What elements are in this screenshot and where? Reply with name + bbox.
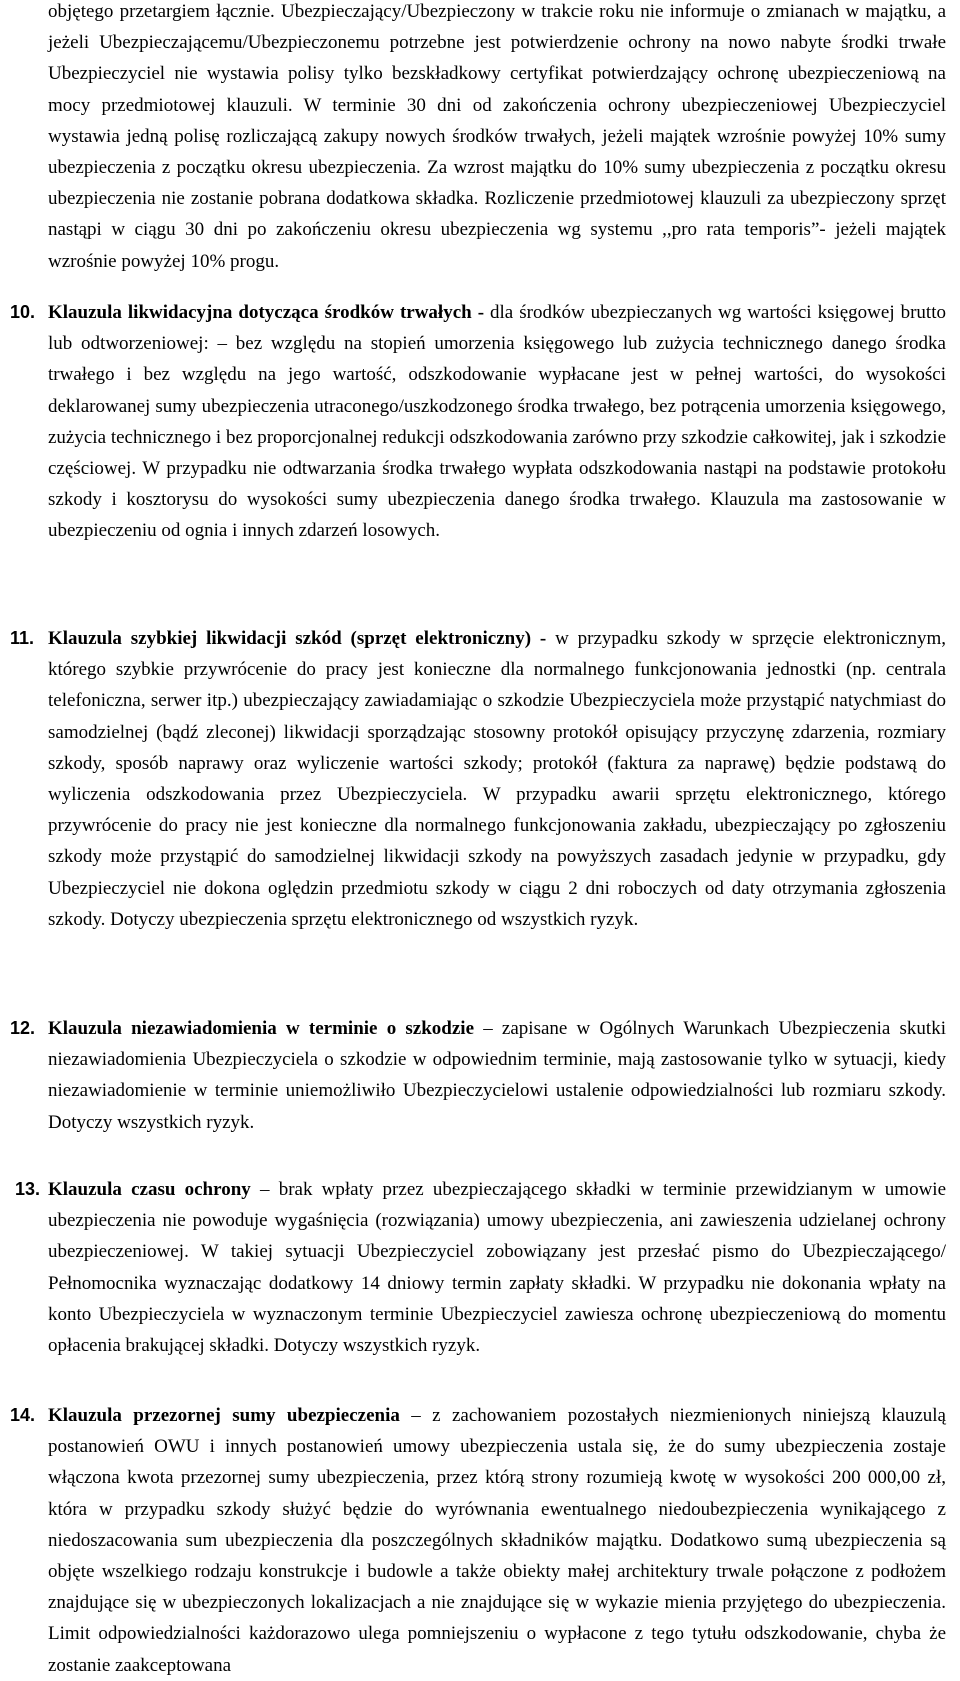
clause-10 <box>48 297 946 547</box>
clause-14 <box>48 1400 946 1681</box>
intro-paragraph: objętego przetargiem łącznie. Ubezpieczający/Ubezpieczony w trakcie roku nie informuje o zmianach w majątku, a jeżeli Ubezpieczającemu/Ubezpieczonemu potrzebne jest potwierdzenie ochrony na nowo nabyte środki trwałe Ubezpieczyciel nie wystawia polisy tylko bezskładkowy certyfikat potwierdzający ochronę ubezpieczeniową na mocy przedmiotowej klauzuli. W terminie 30 dni od zakończenia ochrony ubezpieczeniowej Ubezpieczyciel wystawia jedną polisę rozliczającą zakupy nowych środków trwałych, jeżeli majątek wzrośnie powyżej 10% sumy ubezpieczenia z początku okresu ubezpieczenia. Za wzrost majątku do 10% sumy ubezpieczenia z początku okresu ubezpieczenia nie zostanie pobrana dodatkowa składka. Rozliczenie przedmiotowej klauzuli za ubezpieczony sprzęt nastąpi w ciągu 30 dni po zakończeniu okresu ubezpieczenia wg systemu ,,pro rata temporis”- jeżeli majątek wzrośnie powyżej 10% progu. <box>48 1 946 272</box>
clause-11-heading: Klauzula szybkiej likwidacji szkód (sprzęt elektroniczny) - <box>48 628 547 649</box>
clause-13 <box>48 1174 946 1361</box>
clause-12-heading: Klauzula niezawiadomienia w terminie o szkodzie <box>48 1018 475 1039</box>
clause-14-heading: Klauzula przezornej sumy ubezpieczenia <box>48 1405 400 1426</box>
clause-10-text: dla środków ubezpieczanych wg wartości księgowej brutto lub odtworzeniowej: – bez względu na stopień umorzenia księgowego lub zużycia technicznego danego środka trwałego i bez względu na jego wartość, odszkodowanie wypłacane jest w pełnej wartości, do wysokości deklarowanej sumy ubezpieczenia utraconego/uszkodzonego środka trwałego, bez potrącenia umorzenia księgowego, zużycia technicznego i bez proporcjonalnej redukcji odszkodowania zarówno przy szkodzie całkowitej, jak i szkodzie częściowej. W przypadku nie odtwarzania środka trwałego wypłata odszkodowania nastąpi na podstawie protokołu szkody i kosztorysu do wysokości sumy ubezpieczenia danego środka trwałego. Klauzula ma zastosowanie w ubezpieczeniu od ognia i innych zdarzeń losowych. <box>48 302 946 542</box>
clause-12 <box>48 1013 946 1138</box>
clause-11-text: w przypadku szkody w sprzęcie elektronicznym, którego szybkie przywrócenie do pracy jest konieczne dla normalnego funkcjonowania jednostki (np. centrala telefoniczna, serwer itp.) ubezpieczający zawiadamiając o szkodzie Ubezpieczyciela może przystąpić natychmiast do samodzielnej (bądź zleconej) likwidacji sporządzając stosowny protokół opisujący przyczynę zdarzenia, rozmiary szkody, sposób naprawy oraz wyliczenie wartości szkody; protokół (faktura za naprawę) będzie podstawą do wyliczenia odszkodowania przez Ubezpieczyciela. W przypadku awarii sprzętu elektronicznego, którego przywrócenie do pracy nie jest konieczne dla normalnego funkcjonowania zakładu, ubezpieczający po zgłoszeniu szkody może przystąpić do samodzielnej likwidacji szkody na powyższych zasadach jedynie w przypadku, gdy Ubezpieczyciel nie dokona oględzin przedmiotu szkody w ciągu 2 dni roboczych od daty otrzymania zgłoszenia szkody. Dotyczy ubezpieczenia sprzętu elektronicznego od wszystkich ryzyk. <box>48 628 947 930</box>
clause-12-text: – zapisane w Ogólnych Warunkach Ubezpieczenia skutki niezawiadomienia Ubezpieczyciela o szkodzie w odpowiednim terminie, mają zastosowanie tylko w sytuacji, kiedy niezawiadomienie w terminie uniemożliwiło Ubezpieczycielowi ustalenie odpowiedzialności lub rozmiaru szkody. Dotyczy wszystkich ryzyk. <box>48 1018 946 1133</box>
clause-number-14: 14. <box>10 1405 36 1425</box>
clause-13-heading: Klauzula czasu ochrony <box>48 1179 251 1200</box>
clause-number-13: 13. <box>15 1179 41 1199</box>
clause-number-10: 10. <box>10 302 36 322</box>
clause-14-text: – z zachowaniem pozostałych niezmienionych niniejszą klauzulą postanowień OWU i innych postanowień umowy ubezpieczenia ustala się, że do sumy ubezpieczenia zostaje włączona kwota przezornej sumy ubezpieczenia, przez którą strony rozumieją kwotę w wysokości 200 000,00 zł, która w przypadku szkody służyć będzie do wyrównania ewentualnego niedoubezpieczenia wynikającego z niedoszacowania sum ubezpieczenia dla poszczególnych składników majątku. Dodatkowo sumą ubezpieczenia są objęte wszelkiego rodzaju konstrukcje i budowle a także obiekty małej architektury trwale połączone z podłożem znajdujące się w ubezpieczonych lokalizacjach a nie znajdujące się w wykazie mienia przyjętego do ubezpieczenia. Limit odpowiedzialności każdorazowo ulega pomniejszeniu o wypłacone z tego tytułu odszkodowanie, chyba że zostanie zaakceptowana <box>48 1405 946 1676</box>
clause-number-11: 11. <box>10 628 35 648</box>
clause-number-12: 12. <box>10 1018 36 1038</box>
clause-13-text: – brak wpłaty przez ubezpieczającego składki w terminie przewidzianym w umowie ubezpieczenia nie powoduje wygaśnięcia (rozwiązania) umowy ubezpieczenia, ani zawieszenia udzielanej ochrony ubezpieczeniowej. W takiej sytuacji Ubezpieczyciel zobowiązany jest przesłać pismo do Ubezpieczającego/ Pełnomocnika wyznaczając dodatkowy 14 dniowy termin zapłaty składki. W przypadku nie dokonania wpłaty na konto Ubezpieczyciela w wyznaczonym terminie Ubezpieczyciel zawiesza ochronę ubezpieczeniową do momentu opłacenia brakującej składki. Dotyczy wszystkich ryzyk. <box>48 1179 946 1357</box>
clause-10-heading: Klauzula likwidacyjna dotycząca środków trwałych - <box>48 302 485 323</box>
clause-11 <box>48 623 946 935</box>
